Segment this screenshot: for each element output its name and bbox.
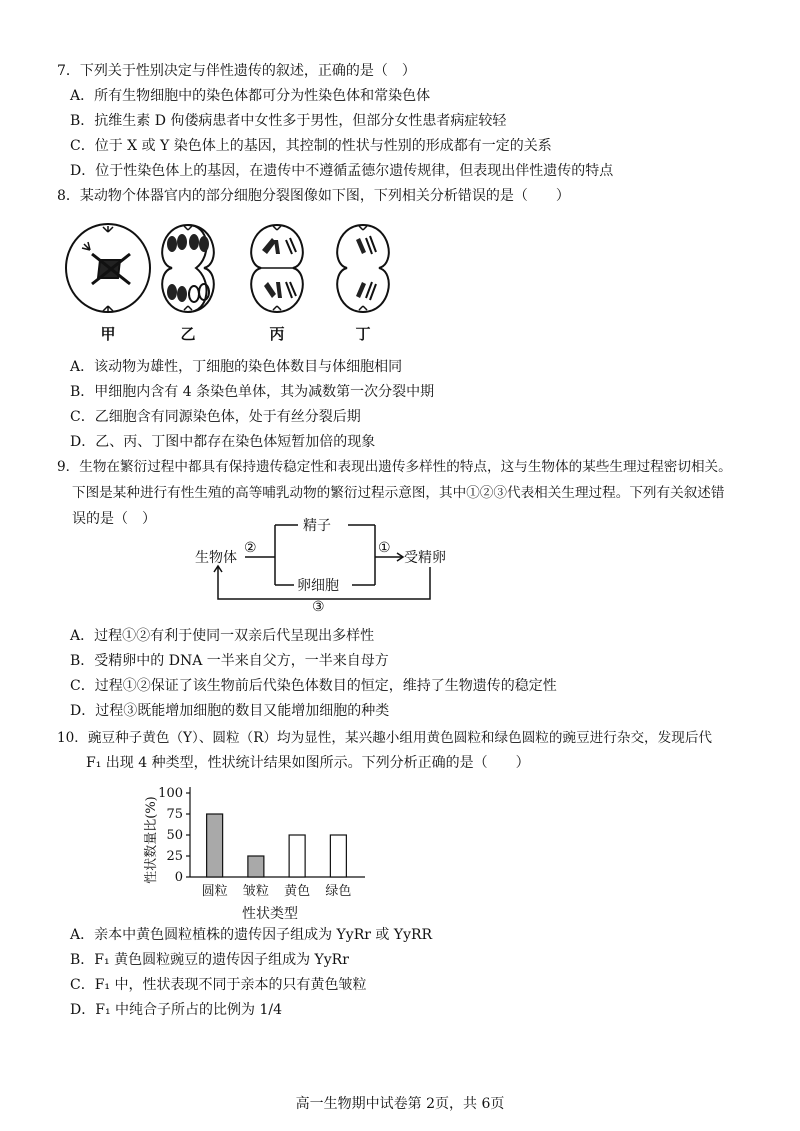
q9-option-a: A．过程①②有利于使同一双亲后代呈现出多样性 bbox=[70, 628, 375, 644]
cell-yi bbox=[162, 225, 214, 312]
step-1-label: ① bbox=[378, 540, 391, 556]
cell-label-ding: 丁 bbox=[355, 325, 371, 343]
cell-ding bbox=[337, 225, 389, 312]
cell-bing bbox=[251, 225, 303, 312]
chart-y-tick-label: 75 bbox=[166, 807, 183, 822]
chart-y-axis-label: 性状数量比(%) bbox=[144, 796, 159, 884]
chart-category-label: 绿色 bbox=[325, 884, 352, 899]
q10-option-b: B．F₁ 黄色圆粒豌豆的遗传因子组成为 YyRr bbox=[70, 952, 349, 968]
q7-option-c: C．位于 X 或 Y 染色体上的基因，其控制的性状与性别的形成都有一定的关系 bbox=[70, 138, 552, 154]
page-footer: 高一生物期中试卷第 2页，共 6页 bbox=[295, 1096, 505, 1112]
q9-stem-line-3: 误的是（ ） bbox=[72, 511, 156, 527]
node-zygote: 受精卵 bbox=[404, 550, 446, 566]
q10-stem-line-1: 10．豌豆种子黄色（Y）、圆粒（R）均为显性，某兴趣小组用黄色圆粒和绿色圆粒的豌豆进行杂交，发现后代 bbox=[57, 730, 713, 746]
q10-stem-line-2: F₁ 出现 4 种类型，性状统计结果如图所示。下列分析正确的是（ ） bbox=[86, 755, 530, 771]
chart-bar bbox=[207, 814, 223, 877]
q7-option-b: B．抗维生素 D 佝偻病患者中女性多于男性，但部分女性患者病症较轻 bbox=[70, 113, 507, 129]
q9-stem-line-2: 下图是某种进行有性生殖的高等哺乳动物的繁衍过程示意图，其中①②③代表相关生理过程。下列有关叙述错 bbox=[72, 485, 725, 501]
q8-option-c: C．乙细胞含有同源染色体，处于有丝分裂后期 bbox=[70, 409, 361, 425]
reproduction-diagram bbox=[190, 515, 490, 615]
chart-category-label: 皱粒 bbox=[242, 884, 269, 899]
cell-label-bing: 丙 bbox=[269, 325, 285, 343]
q10-option-a: A．亲本中黄色圆粒植株的遗传因子组成为 YyRr 或 YyRR bbox=[70, 927, 433, 943]
q7-option-d: D．位于性染色体上的基因，在遗传中不遵循孟德尔遗传规律，但表现出伴性遗传的特点 bbox=[70, 163, 614, 179]
node-egg: 卵细胞 bbox=[297, 578, 339, 594]
chart-y-tick-label: 100 bbox=[158, 786, 183, 801]
chart-bar bbox=[330, 835, 346, 877]
node-sperm: 精子 bbox=[303, 518, 331, 534]
q9-option-d: D．过程③既能增加细胞的数目又能增加细胞的种类 bbox=[70, 703, 390, 719]
cell-label-yi: 乙 bbox=[180, 325, 196, 343]
node-organism: 生物体 bbox=[195, 550, 237, 566]
q8-option-a: A．该动物为雄性，丁细胞的染色体数目与体细胞相同 bbox=[70, 359, 403, 375]
chart-x-axis-label: 性状类型 bbox=[242, 906, 298, 922]
chart-category-label: 圆粒 bbox=[201, 884, 228, 899]
q9-option-c: C．过程①②保证了该生物前后代染色体数目的恒定，维持了生物遗传的稳定性 bbox=[70, 678, 557, 694]
chart-bar bbox=[248, 856, 264, 877]
q10-option-d: D．F₁ 中纯合子所占的比例为 1/4 bbox=[70, 1002, 282, 1018]
chart-category-label: 黄色 bbox=[284, 884, 311, 899]
q8-option-b: B．甲细胞内含有 4 条染色单体，其为减数第一次分裂中期 bbox=[70, 384, 435, 400]
chart-y-tick-label: 50 bbox=[166, 828, 183, 843]
trait-bar-chart bbox=[135, 775, 375, 925]
q10-option-c: C．F₁ 中，性状表现不同于亲本的只有黄色皱粒 bbox=[70, 977, 367, 993]
q9-option-b: B．受精卵中的 DNA 一半来自父方，一半来自母方 bbox=[70, 653, 389, 669]
q9-stem-line-1: 9．生物在繁衍过程中都具有保持遗传稳定性和表现出遗传多样性的特点，这与生物体的某些生理过程密切相关。 bbox=[57, 459, 732, 475]
cell-jia bbox=[66, 224, 150, 312]
q8-stem: 8．某动物个体器官内的部分细胞分裂图像如下图，下列相关分析错误的是（ ） bbox=[57, 188, 570, 204]
q7-stem: 7．下列关于性别决定与伴性遗传的叙述，正确的是（ ） bbox=[57, 63, 416, 79]
q7-option-a: A．所有生物细胞中的染色体都可分为性染色体和常染色体 bbox=[70, 88, 431, 104]
step-2-label: ② bbox=[244, 540, 257, 556]
cell-label-jia: 甲 bbox=[100, 325, 116, 343]
chart-bar bbox=[289, 835, 305, 877]
chart-y-tick-label: 0 bbox=[174, 870, 183, 885]
step-3-label: ③ bbox=[312, 599, 325, 615]
chart-y-tick-label: 25 bbox=[166, 849, 183, 864]
q8-option-d: D．乙、丙、丁图中都存在染色体短暂加倍的现象 bbox=[70, 434, 376, 450]
